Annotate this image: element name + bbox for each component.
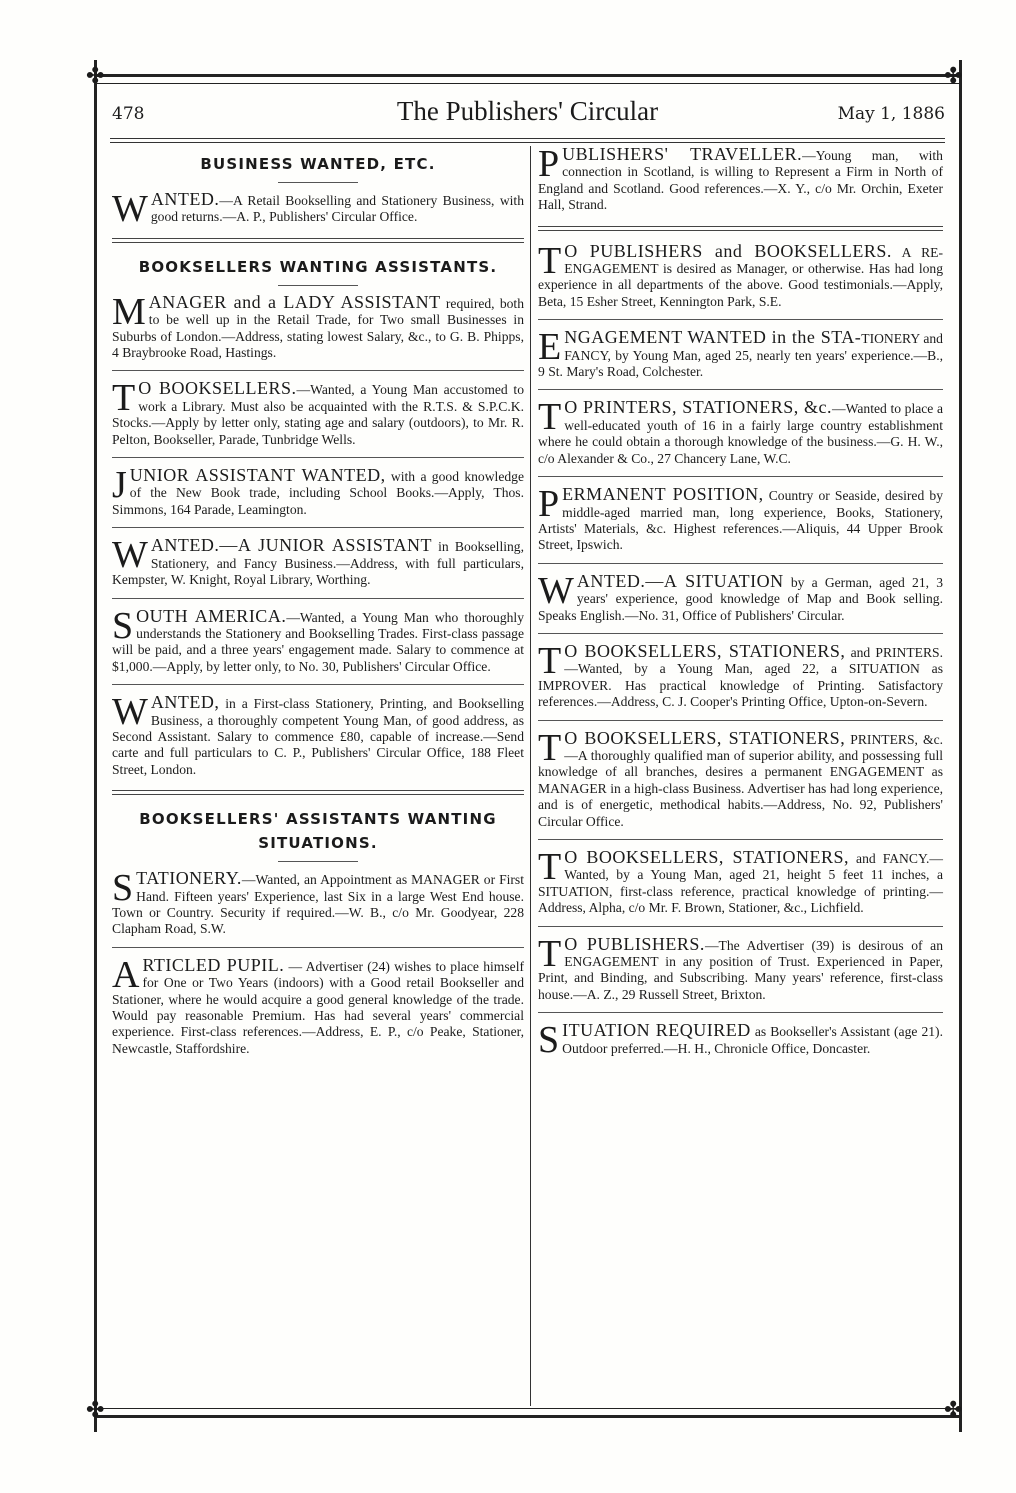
advertisement bbox=[538, 569, 944, 624]
ad-separator bbox=[112, 947, 524, 948]
drop-initial: S bbox=[112, 604, 134, 647]
drop-initial: T bbox=[538, 239, 562, 282]
ad-body: as Bookseller's Assistant (age 21). Outdoor preferred.—H. H., Chronicle Office, Doncaster. bbox=[562, 1024, 943, 1056]
advertisement bbox=[538, 1019, 943, 1062]
drop-initial: T bbox=[538, 932, 562, 975]
advertisement bbox=[112, 534, 524, 588]
ad-body: PRINTERS, &c.—A thoroughly qualified man of superior ability, and possessing full knowledge of all branches, desires a permanent ENGAGEMENT as MANAGER in a high-class Business. Advertiser has had long experience, and is of energetic, methodical habits.—Address, No. 92, Publishers' Circular Office. bbox=[538, 731, 944, 829]
section-heading: SITUATIONS. bbox=[258, 834, 378, 853]
ad-separator bbox=[112, 370, 524, 371]
ad-separator bbox=[538, 1012, 943, 1013]
advertisement bbox=[538, 483, 943, 554]
advertisement bbox=[112, 953, 525, 1057]
advertisement bbox=[538, 326, 943, 380]
ad-lead: O BOOKSELLERS. bbox=[138, 378, 297, 399]
ad-separator bbox=[112, 457, 524, 458]
ad-body: Country or Seaside, desired by middle-aged married man, long experience, Books, Stationery, Artists' Materials, &c. Highest references.—Aliquis, 44 Upper Brook Street, Ipswich. bbox=[538, 488, 943, 553]
short-rule bbox=[278, 285, 358, 286]
ad-lead: ERMANENT POSITION, bbox=[562, 484, 764, 505]
ad-lead: OUTH AMERICA. bbox=[136, 605, 287, 626]
ad-body: and FANCY.—Wanted, by a Young Man, aged 21, height 5 feet 11 inches, a SITUATION, first-class reference, practical knowledge of printing.—Address, Alpha, c/o Mr. F. Brown, Stationer, &c., Lichfield. bbox=[538, 851, 943, 916]
advertisement bbox=[112, 691, 524, 778]
drop-initial: M bbox=[112, 290, 146, 333]
ad-lead: O PRINTERS, STATIONERS, &c. bbox=[564, 397, 833, 418]
section-heading: BOOKSELLERS WANTING ASSISTANTS. bbox=[138, 257, 498, 276]
advertisement bbox=[112, 604, 524, 676]
ad-body: —The Advertiser (39) is desirous of an ENGAGEMENT in any position of Trust. Experienced in Paper, Print, and Binding, and Subscribing. Many years' reference, first-class house.—A. Z., 29 Russell Street, Brixton. bbox=[538, 937, 943, 1002]
ad-separator bbox=[538, 839, 943, 840]
page-title: The Publishers' Circular bbox=[396, 96, 659, 126]
corner-ornament-icon: ✤ bbox=[944, 1398, 963, 1423]
ad-lead: O BOOKSELLERS, STATIONERS, bbox=[564, 847, 850, 867]
ad-body: with a good knowledge of the New Book trade, including School Books.—Apply, Thos. Simmons, 164 Parade, Leamington. bbox=[112, 469, 524, 517]
ad-separator bbox=[538, 389, 943, 390]
ad-lead: UNIOR ASSISTANT WANTED, bbox=[129, 465, 386, 486]
ad-body: in a First-class Stationery, Printing, and Bookselling Business, a thoroughly competent Young Man, of good address, as Second Assistant. Salary to commence £80, capable of increase.—Send carte and full particulars to C. P., Publishers' Circular Office, 188 Fleet Street, London. bbox=[112, 696, 524, 777]
ad-lead: ANAGER and a LADY ASSISTANT bbox=[148, 291, 441, 312]
corner-ornament-icon: ✤ bbox=[86, 1398, 105, 1423]
section-heading: BOOKSELLERS' ASSISTANTS WANTING bbox=[139, 810, 497, 829]
ad-lead: ANTED. bbox=[150, 189, 220, 209]
ad-body: —Wanted to place a well-educated youth of 16 in a fairly large country establishment where he could obtain a thorough knowledge of the business.—G. H. W., c/o Alexander & Co., 27 Chancery Lane, W.C. bbox=[538, 401, 944, 466]
issue-date: May 1, 1886 bbox=[837, 104, 945, 124]
drop-initial: W bbox=[112, 691, 148, 734]
drop-initial: T bbox=[538, 726, 562, 769]
ad-body: by a German, aged 21, 3 years' experience, good knowledge of Map and Book selling. Speaks English.—No. 31, Office of Publishers' Circular. bbox=[538, 574, 944, 623]
drop-initial: T bbox=[112, 377, 136, 420]
drop-initial: T bbox=[538, 846, 562, 888]
ad-separator bbox=[538, 926, 943, 927]
section-heading: BUSINESS WANTED, ETC. bbox=[200, 155, 436, 173]
double-rule bbox=[112, 790, 524, 795]
drop-initial: P bbox=[538, 483, 560, 526]
drop-initial: T bbox=[538, 639, 562, 682]
ad-body: A RE-ENGAGEMENT is desired as Manager, or otherwise. Has had long experience in all departments of the above. Good testimonials.—Apply, Beta, 15 Esher Street, Kennington Park, S.E. bbox=[538, 244, 943, 309]
ad-separator bbox=[538, 563, 943, 564]
ad-lead: O BOOKSELLERS, STATIONERS, bbox=[564, 640, 846, 661]
top-ornamental-rule bbox=[94, 74, 960, 84]
column-divider bbox=[530, 146, 531, 1406]
advertisement bbox=[538, 639, 944, 711]
ad-separator bbox=[538, 720, 943, 721]
ad-lead: O PUBLISHERS. bbox=[564, 933, 705, 954]
drop-initial: E bbox=[538, 326, 562, 369]
header-rule bbox=[110, 138, 945, 143]
double-rule bbox=[538, 226, 943, 231]
ad-body: —Wanted, a Young Man who thoroughly understands the Stationery and Bookselling Trades. First-class passage will be paid, and a three years' engagement made. Salary to commence at $1,000.—Apply, by letter only, to No. 30, Publishers' Circular Office. bbox=[112, 609, 524, 674]
ad-body: —Wanted, a Young Man accustomed to work a Library. Must also be acquainted with the R.T.S. & S.P.C.K. Stocks.—Apply by letter only, stating age and salary (outdoors), to Mr. R. Pelton, Bookseller, Parade, Tunbridge Wells. bbox=[112, 382, 524, 447]
advertisement bbox=[112, 464, 524, 518]
ad-separator bbox=[538, 319, 943, 320]
page-number: 478 bbox=[112, 104, 145, 124]
ad-lead: ANTED.—A SITUATION bbox=[576, 570, 784, 591]
ad-body: in Bookselling, Stationery, and Fancy Business.—Address, with full particulars, Kempster, W. Knight, Royal Library, Worthing. bbox=[112, 539, 524, 588]
right-column bbox=[538, 143, 944, 1062]
drop-initial: W bbox=[112, 534, 148, 577]
ad-lead: ANTED, bbox=[150, 692, 220, 713]
ad-lead: O PUBLISHERS and BOOKSELLERS. bbox=[564, 240, 892, 261]
ad-separator bbox=[112, 684, 524, 685]
ad-body: —A Retail Bookselling and Stationery Business, with good returns.—A. P., Publishers' Circular Office. bbox=[150, 193, 524, 225]
drop-initial: P bbox=[538, 143, 560, 185]
advertisement bbox=[538, 239, 943, 311]
drop-initial: A bbox=[112, 953, 140, 996]
drop-initial: S bbox=[538, 1019, 560, 1062]
ad-separator bbox=[538, 633, 943, 634]
ad-lead: ANTED.—A JUNIOR ASSISTANT bbox=[150, 535, 432, 556]
ad-separator bbox=[538, 476, 943, 477]
advertisement bbox=[538, 726, 944, 830]
drop-initial: T bbox=[538, 396, 562, 439]
corner-ornament-icon: ✤ bbox=[944, 64, 963, 89]
ad-lead: TATIONERY. bbox=[136, 868, 242, 889]
ad-body: required, both to be well up in the Retail Trade, for Two small Businesses in Suburbs of London.—Address, stating lowest Salary, &c., to G. B. Phipps, 4 Braybrooke Road, Hastings. bbox=[112, 295, 524, 361]
advertisement bbox=[112, 377, 524, 448]
ad-lead: RTICLED PUPIL. bbox=[142, 954, 285, 975]
left-column bbox=[112, 146, 524, 1057]
ad-lead: UBLISHERS' TRAVELLER. bbox=[562, 144, 803, 164]
drop-initial: S bbox=[112, 867, 134, 910]
advertisement bbox=[112, 188, 524, 230]
ad-body: — Advertiser (24) wishes to place himself for One or Two Years (indoors) with a Good retail Bookseller and Stationer, where he would acquire a good general knowledge of the trade. Would pay reasonable Premium. Has had several years' commercial experience. First-class references.—Address, E. P., c/o Peake, Stationer, Newcastle, Staffordshire. bbox=[112, 958, 525, 1056]
bottom-ornamental-rule bbox=[94, 1408, 960, 1418]
double-rule bbox=[112, 238, 524, 243]
ad-lead: NGAGEMENT WANTED in the STA- bbox=[564, 327, 862, 348]
advertisement bbox=[538, 846, 943, 917]
ad-body: —Young man, with connection in Scotland, is willing to Represent a Firm in North of England and Scotland. Good references.—X. Y., c/o Mr. Orchin, Exeter Hall, Strand. bbox=[538, 148, 943, 213]
ad-lead: O BOOKSELLERS, STATIONERS, bbox=[564, 727, 846, 748]
short-rule bbox=[278, 861, 358, 862]
ad-separator bbox=[112, 598, 524, 599]
advertisement bbox=[112, 867, 524, 938]
advertisement bbox=[538, 932, 943, 1004]
ad-body: TIONERY and FANCY, by Young Man, aged 25, nearly ten years' experience.—B., 9 St. Mary's Road, Colchester. bbox=[538, 331, 943, 380]
ad-lead: ITUATION REQUIRED bbox=[562, 1020, 751, 1041]
page-header bbox=[110, 96, 945, 132]
corner-ornament-icon: ✤ bbox=[86, 64, 105, 89]
advertisement bbox=[112, 290, 524, 362]
short-rule bbox=[278, 182, 358, 183]
drop-initial: J bbox=[112, 464, 127, 507]
drop-initial: W bbox=[538, 569, 574, 612]
advertisement bbox=[538, 396, 944, 467]
ad-body: —Wanted, an Appointment as MANAGER or First Hand. Fifteen years' Experience, last Six in a large West End house. Town or Country. Security if required.—W. B., c/o Mr. Goodyear, 228 Clapham Road, S.W. bbox=[112, 872, 524, 937]
advertisement bbox=[538, 143, 943, 214]
ad-separator bbox=[112, 527, 524, 528]
drop-initial: W bbox=[112, 188, 148, 230]
ad-body: and PRINTERS.—Wanted, by a Young Man, aged 22, a SITUATION as IMPROVER. Has practical knowledge of Printing. Satisfactory references.—Address, C. J. Cooper's Printing Office, Upton-on-Severn. bbox=[538, 644, 944, 710]
